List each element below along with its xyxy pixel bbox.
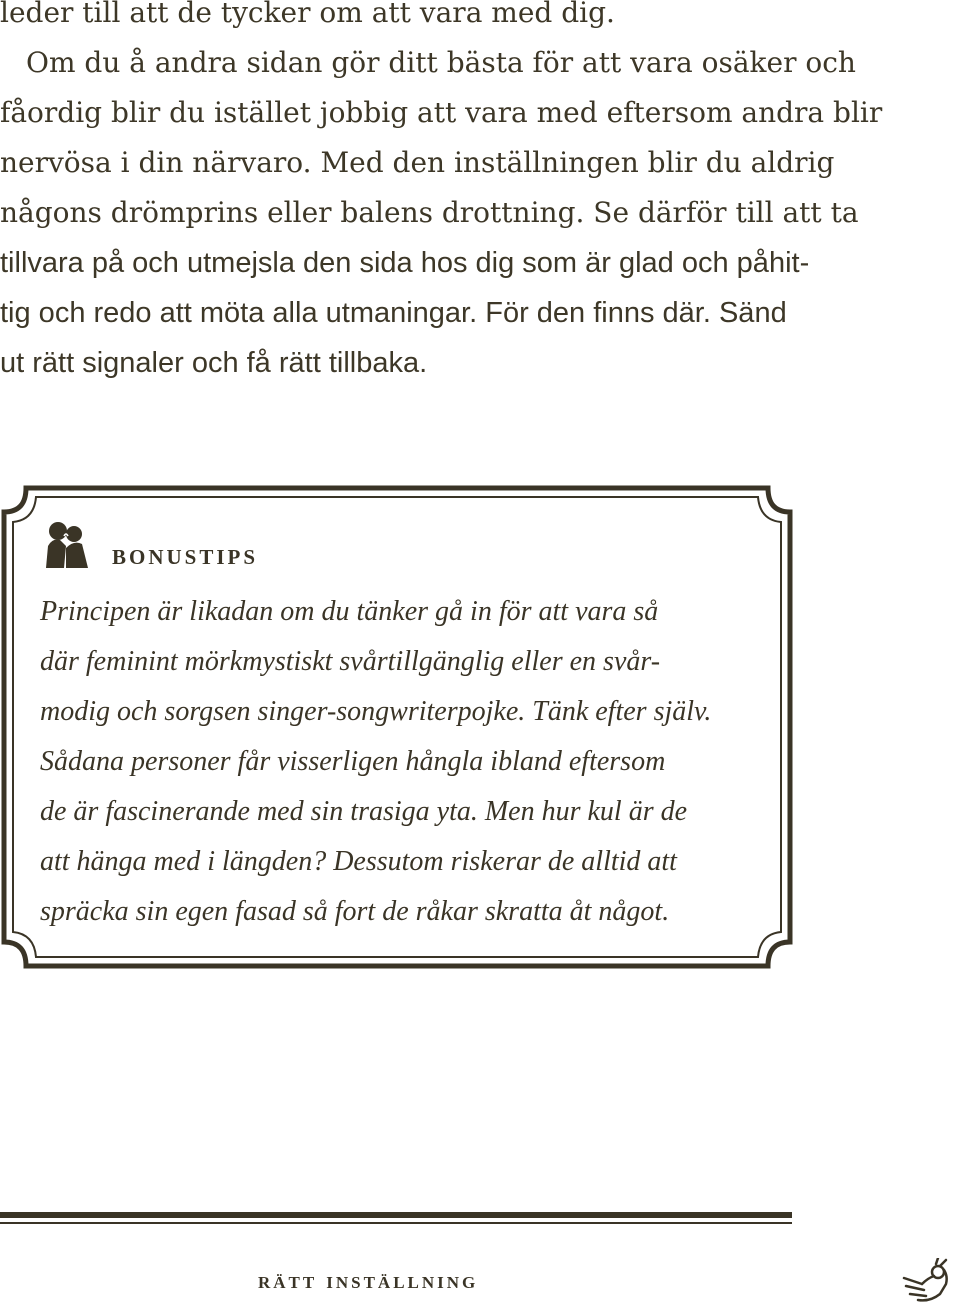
kissing-couple-icon [44,520,90,568]
bonus-tips-heading: bonustips [112,538,259,571]
running-footer-title: rätt inställning [258,1268,479,1294]
body-paragraph [0,0,883,388]
body-line: leder till att de tycker om att vara med dig. [0,0,615,29]
footer-divider-thin [0,1222,792,1224]
tip-line: spräcka sin egen fasad så fort de råkar skratta åt något. [40,896,670,927]
body-line: Om du å andra sidan gör ditt bästa för att vara osäker och [26,46,856,79]
tip-line: där feminint mörkmystiskt svårtillgänglig eller en svår- [40,646,661,677]
bonus-tips-text [40,587,780,937]
body-line: ut rätt signaler och få rätt tillbaka. [0,347,428,379]
ok-hand-gesture-icon [900,1258,952,1304]
tip-line: Principen är likadan om du tänker gå in för att vara så [40,596,659,627]
body-line: någons drömprins eller balens drottning. Se därför till att ta [0,196,859,229]
footer-divider-thick [0,1212,792,1218]
tip-line: de är fascinerande med sin trasiga yta. Men hur kul är de [40,796,688,827]
body-line: nervösa i din närvaro. Med den inställningen blir du aldrig [0,146,835,179]
tip-line: att hänga med i längden? Dessutom riskerar de alltid att [40,846,677,877]
body-line: tig och redo att möta alla utmaningar. För den finns där. Sänd [0,297,787,329]
tip-line: modig och sorgsen singer-songwriterpojke. Tänk efter själv. [40,696,712,727]
body-line: fåordig blir du istället jobbig att vara med eftersom andra blir [0,96,883,129]
footer-divider [0,1212,792,1225]
tip-line: Sådana personer får visserligen hångla ibland eftersom [40,746,666,777]
body-line: tillvara på och utmejsla den sida hos dig som är glad och påhit- [0,247,810,279]
